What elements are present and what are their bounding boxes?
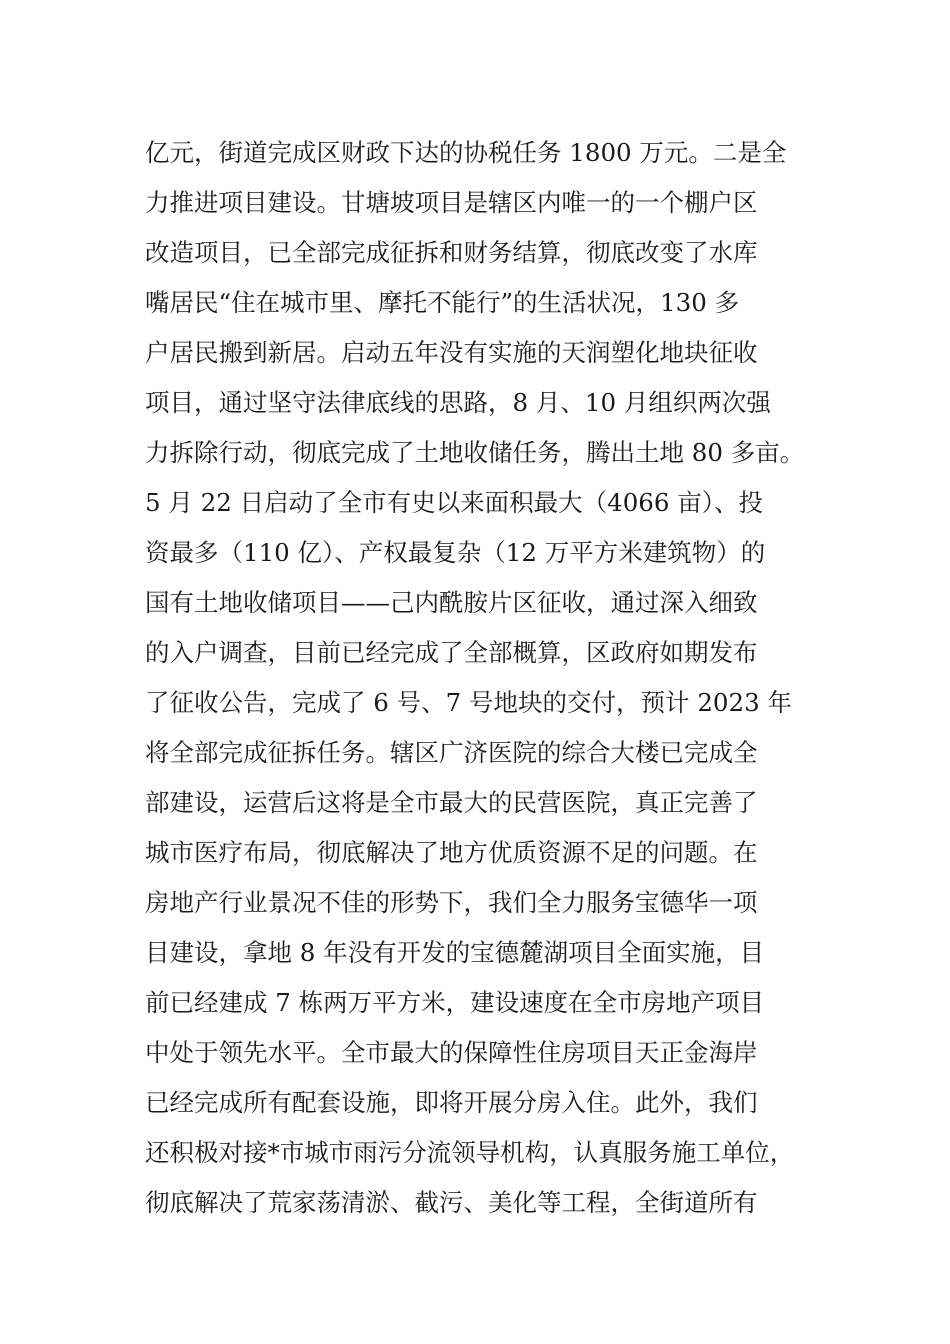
text-line-21: 还积极对接*市城市雨污分流领导机构，认真服务施工单位， [145,1138,795,1167]
text-line-19: 中处于领先水平。全市最大的保障性住房项目天正金海岸 [145,1038,758,1067]
text-line-2: 力推进项目建设。甘塘坡项目是辖区内唯一的一个棚户区 [145,188,758,217]
text-line-13: 将全部完成征拆任务。辖区广济医院的综合大楼已完成全 [145,738,758,767]
text-line-1: 亿元，街道完成区财政下达的协税任务 1800 万元。二是全 [145,138,787,167]
text-line-18: 前已经建成 7 栋两万平方米，建设速度在全市房地产项目 [145,988,765,1017]
text-line-12: 了征收公告，完成了 6 号、7 号地块的交付，预计 2023 年 [145,688,792,717]
text-line-17: 目建设，拿地 8 年没有开发的宝德麓湖项目全面实施，目 [145,938,765,967]
text-line-8: 5 月 22 日启动了全市有史以来面积最大（4066 亩）、投 [145,488,764,517]
text-line-4: 嘴居民“住在城市里、摩托不能行”的生活状况，130 多 [145,288,740,317]
text-line-22: 彻底解决了荒家荡清淤、截污、美化等工程，全街道所有 [145,1188,758,1217]
text-line-7: 力拆除行动，彻底完成了土地收储任务，腾出土地 80 多亩。 [145,438,805,467]
text-line-5: 户居民搬到新居。启动五年没有实施的天润塑化地块征收 [145,338,758,367]
text-line-15: 城市医疗布局，彻底解决了地方优质资源不足的问题。在 [145,838,758,867]
text-line-3: 改造项目，已全部完成征拆和财务结算，彻底改变了水库 [145,238,758,267]
text-line-14: 部建设，运营后这将是全市最大的民营医院，真正完善了 [145,788,758,817]
text-line-10: 国有土地收储项目——己内酰胺片区征收，通过深入细致 [145,588,758,617]
text-line-9: 资最多（110 亿）、产权最复杂（12 万平方米建筑物）的 [145,538,766,567]
text-line-6: 项目，通过坚守法律底线的思路，8 月、10 月组织两次强 [145,388,771,417]
text-line-11: 的入户调查，目前已经完成了全部概算，区政府如期发布 [145,638,758,667]
text-line-16: 房地产行业景况不佳的形势下，我们全力服务宝德华一项 [145,888,758,917]
text-line-20: 已经完成所有配套设施，即将开展分房入住。此外，我们 [145,1088,758,1117]
body-paragraph [145,128,825,1228]
